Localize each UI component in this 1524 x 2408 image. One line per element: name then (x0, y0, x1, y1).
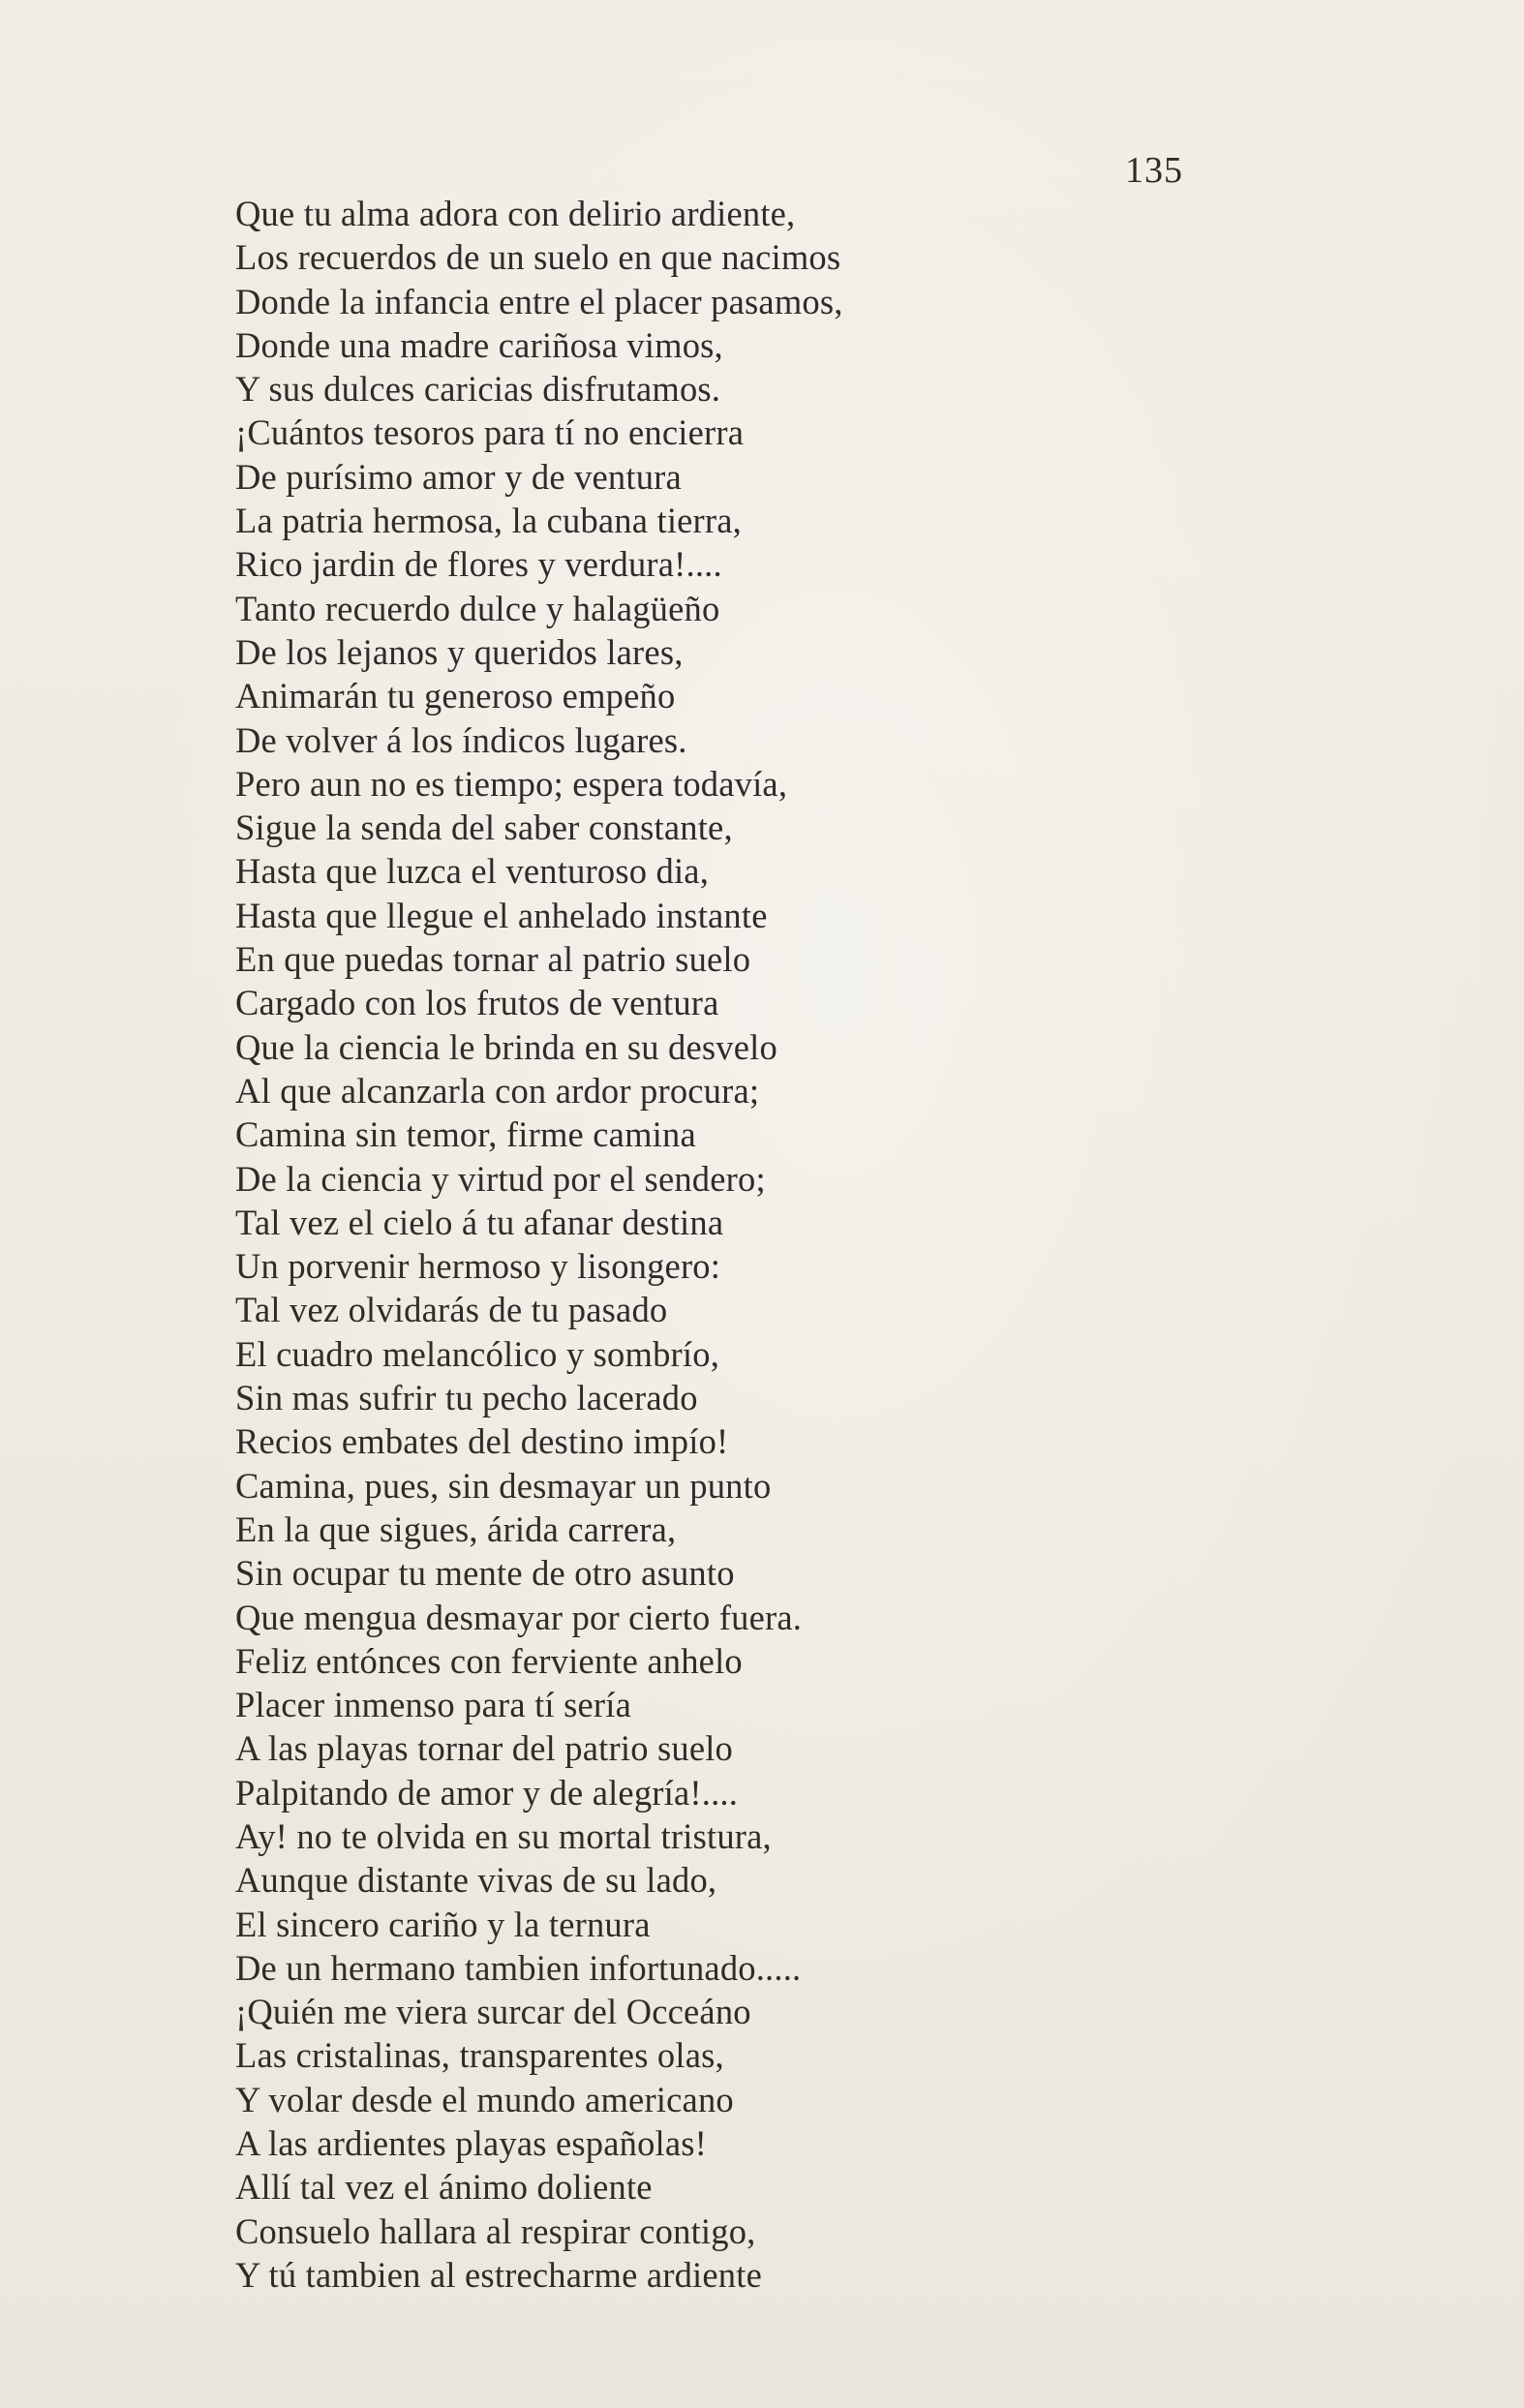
poem-line: Sigue la senda del saber constante, (235, 808, 733, 848)
poem-line: Que tu alma adora con delirio ardiente, (235, 194, 796, 233)
poem-line: De la ciencia y virtud por el sendero; (235, 1158, 766, 1199)
poem-line: Que la ciencia le brinda en su desvelo (235, 1026, 777, 1067)
poem-line: Camina, pues, sin desmayar un punto (235, 1465, 772, 1506)
poem-line: De un hermano tambien infortunado..... (235, 1947, 802, 1988)
poem-line: Rico jardin de flores y verdura!.... (235, 544, 722, 585)
poem-line: Sin mas sufrir tu pecho lacerado (235, 1378, 698, 1418)
poem-line: Donde la infancia entre el placer pasamos, (235, 281, 843, 321)
poem-line: De purísimo amor y de ventura (235, 456, 682, 497)
poem-line: Aunque distante vivas de su lado, (235, 1860, 717, 1901)
poem-line: Tanto recuerdo dulce y halagüeño (235, 588, 720, 628)
poem-line: Las cristalinas, transparentes olas, (235, 2035, 724, 2076)
poem-line: En que puedas tornar al patrio suelo (235, 939, 751, 980)
poem-line: Pero aun no es tiempo; espera todavía, (235, 763, 788, 804)
poem-line: Un porvenir hermoso y lisongero: (235, 1246, 721, 1287)
poem-line: Recios embates del destino impío! (235, 1421, 729, 1462)
poem-line: Feliz entónces con ferviente anhelo (235, 1640, 743, 1681)
poem-line: Y sus dulces caricias disfrutamos. (235, 369, 721, 410)
poem-line: Camina sin temor, firme camina (235, 1114, 696, 1155)
poem-line: Allí tal vez el ánimo doliente (235, 2167, 653, 2208)
poem-line: A las playas tornar del patrio suelo (235, 1728, 734, 1769)
poem-line: Hasta que luzca el venturoso dia, (235, 851, 710, 892)
poem-line: ¡Quién me viera surcar del Occeáno (235, 1992, 751, 2032)
poem-line: Consuelo hallara al respirar contigo, (235, 2210, 756, 2251)
poem-line: El cuadro melancólico y sombrío, (235, 1333, 720, 1374)
poem-line: En la que sigues, árida carrera, (235, 1509, 677, 1549)
poem-line: Donde una madre cariñosa vimos, (235, 324, 723, 365)
poem-line: Tal vez el cielo á tu afanar destina (235, 1202, 724, 1242)
page-number: 135 (1125, 150, 1183, 191)
poem-line: Tal vez olvidarás de tu pasado (235, 1290, 668, 1330)
poem-line: Cargado con los frutos de ventura (235, 983, 719, 1023)
poem-line: Sin ocupar tu mente de otro asunto (235, 1553, 735, 1594)
poem-line: Al que alcanzarla con ardor procura; (235, 1070, 760, 1111)
poem-line: Y volar desde el mundo americano (235, 2079, 734, 2119)
poem-line: Los recuerdos de un suelo en que nacimos (235, 237, 841, 278)
poem-line: Animarán tu generoso empeño (235, 676, 676, 716)
poem-line: Palpitando de amor y de alegría!.... (235, 1772, 739, 1813)
poem-line: De los lejanos y queridos lares, (235, 631, 684, 672)
poem-line: Que mengua desmayar por cierto fuera. (235, 1597, 803, 1637)
poem-line: De volver á los índicos lugares. (235, 719, 687, 760)
poem-line: La patria hermosa, la cubana tierra, (235, 501, 742, 541)
poem-line: Placer inmenso para tí sería (235, 1685, 631, 1725)
poem-line: Hasta que llegue el anhelado instante (235, 895, 768, 935)
poem-line: ¡Cuántos tesoros para tí no encierra (235, 412, 745, 453)
poem-line: A las ardientes playas españolas! (235, 2123, 708, 2164)
poem-line: Y tú tambien al estrecharme ardiente (235, 2254, 762, 2295)
poem-text (235, 192, 1242, 2297)
poem-line: El sincero cariño y la ternura (235, 1904, 651, 1944)
poem-line: Ay! no te olvida en su mortal tristura, (235, 1815, 772, 1856)
